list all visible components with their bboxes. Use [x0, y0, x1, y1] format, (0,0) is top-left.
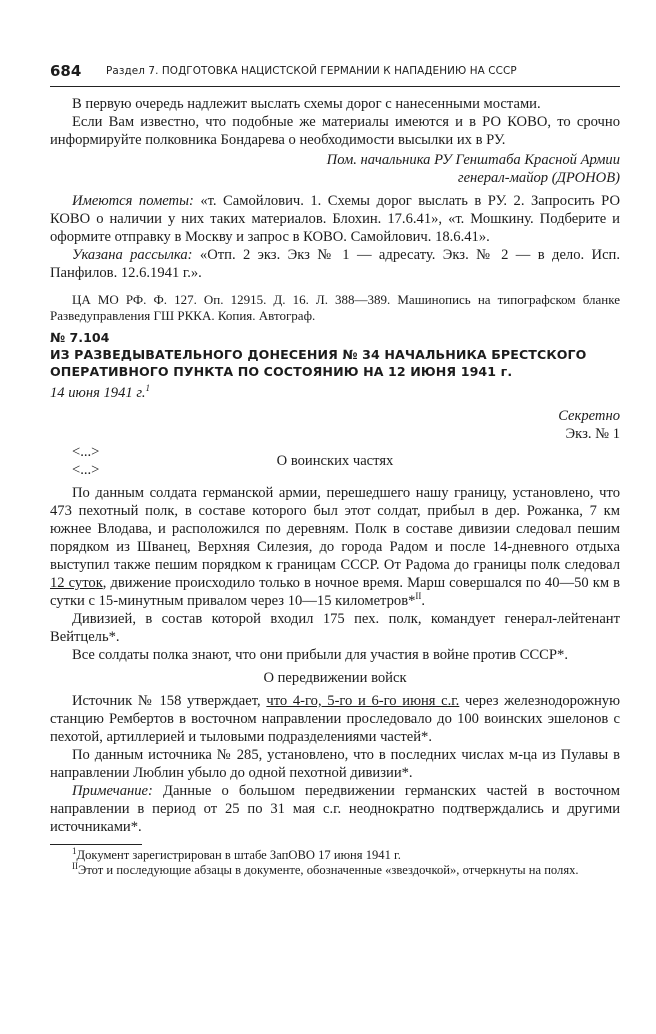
distribution-text: «Отп. 2 экз. Экз № 1 — адресату. Экз. № 2 — в дело. Исп. Панфилов. 12.6.1941 г.». [50, 247, 621, 281]
paragraph: По данным источника № 285, установлено, что в последних числах м-ца из Пулавы в направлении Люблин убыло до одной пехотной дивизии*. [50, 747, 620, 781]
section-heading: О передвижении войск [263, 670, 407, 686]
marks-paragraph [50, 192, 620, 246]
note-label: Примечание: [72, 783, 153, 799]
heading-row [50, 453, 620, 479]
ellipsis: <...> [72, 444, 100, 460]
section-title: Раздел 7. ПОДГОТОВКА НАЦИСТСКОЙ ГЕРМАНИИ К НАПАДЕНИЮ НА СССР [106, 65, 517, 77]
paragraph: Дивизией, в состав которой входил 175 пех. полк, командует генерал-лейтенант Вейтцель*. [50, 611, 620, 645]
paragraph: Если Вам известно, что подобные же материалы имеются и в РО КОВО, то срочно информируйте полковника Бондарева о необходимости высылки их в РУ. [50, 114, 620, 148]
footnote: $^1$Документ зарегистрирован в штабе ЗапОВО 17 июня 1941 г. [72, 845, 401, 862]
marks-label: Имеются пометы: [72, 193, 194, 209]
underlined-text: что 4-го, 5-го и 6-го июня с.г. [266, 693, 460, 709]
marks-text: «т. Самойлович. 1. Схемы дорог выслать в РУ. 2. Запросить РО КОВО о наличии у них таких материалов. Блохин. 17.6.41», «т. Мошкину. Подберите и оформите отправку в Москву и запрос в КОВО. Самойлович. 18.6.41». [50, 193, 621, 245]
footnote-marker: II [415, 591, 422, 602]
running-header [50, 62, 620, 84]
footnote: $^{II}$Этот и последующие абзацы в документе, обозначенные «звездочкой», отчеркнуты на полях. [72, 860, 579, 877]
page-body [50, 95, 620, 878]
archive-reference: ЦА МО РФ. Ф. 127. Оп. 12915. Д. 16. Л. 388—389. Машинопись на типографском бланке Разведуправления ГШ РККА. Копия. Автограф. [50, 292, 620, 323]
ellipsis: <...> [72, 462, 100, 478]
paragraph: Источник № 158 утверждает, что 4-го, 5-го и 6-го июня с.г. через железнодорожную станцию Рембертов в восточном направлении проследовало до 100 воинских эшелонов с пехотой, артиллерией и тыловыми подразделениями частей*. [50, 693, 620, 745]
section-heading: О воинских частях [276, 453, 394, 469]
copy-number: Экз. № 1 [565, 426, 620, 442]
document-number: № 7.104 [50, 330, 110, 345]
signature-name: генерал-майор (ДРОНОВ) [457, 170, 620, 186]
distribution-paragraph [50, 246, 620, 282]
note-text: Данные о большом передвижении германских частей в восточном направлении в период от 25 по 31 мая с.г. неоднократно подтверждались и другими источниками*. [50, 783, 620, 835]
distribution-label: Указана рассылка: [72, 247, 193, 263]
footnote-rule [50, 844, 142, 845]
underlined-text: 12 суток [50, 575, 103, 591]
document-date: 14 июня 1941 г.$^1$ [50, 383, 150, 401]
paragraph: Все солдаты полка знают, что они прибыли для участия в войне против СССР*. [72, 647, 568, 663]
paragraph: В первую очередь надлежит выслать схемы дорог с нанесенными мостами. [72, 96, 541, 112]
header-rule [50, 86, 620, 87]
page-number: 684 [50, 62, 82, 80]
signature-position: Пом. начальника РУ Генштаба Красной Армии [326, 152, 620, 168]
document-page [50, 62, 621, 877]
note-paragraph [50, 782, 620, 836]
signature-block [50, 151, 620, 187]
document-title: ИЗ РАЗВЕДЫВАТЕЛЬНОГО ДОНЕСЕНИЯ № 34 НАЧАЛЬНИКА БРЕСТСКОГО ОПЕРАТИВНОГО ПУНКТА ПО СОСТОЯНИЮ НА 12 ИЮНЯ 1941 г. [50, 347, 587, 379]
secrecy-stamp: Секретно [558, 408, 620, 424]
footnote-marker: 1 [145, 383, 150, 394]
paragraph: По данным солдата германской армии, перешедшего нашу границу, установлено, что 473 пехотный полк, в составе которого был этот солдат, прибыл в дер. Рожанка, 7 км южнее Влодава, и расположился по деревням. Полк в составе дивизии следовал пешим порядком из Шванец, Верхняя Силезия, до города Радом и после 14-дневного отдыха выступил также пешим порядком к границам СССР. От Радома до границы полк следовал 12 суток, движение происходило только в ночное время. Марш совершался по 40—50 км в сутки с 15-минутным привалом через 10—15 километров*$^{II}$. [50, 485, 620, 609]
